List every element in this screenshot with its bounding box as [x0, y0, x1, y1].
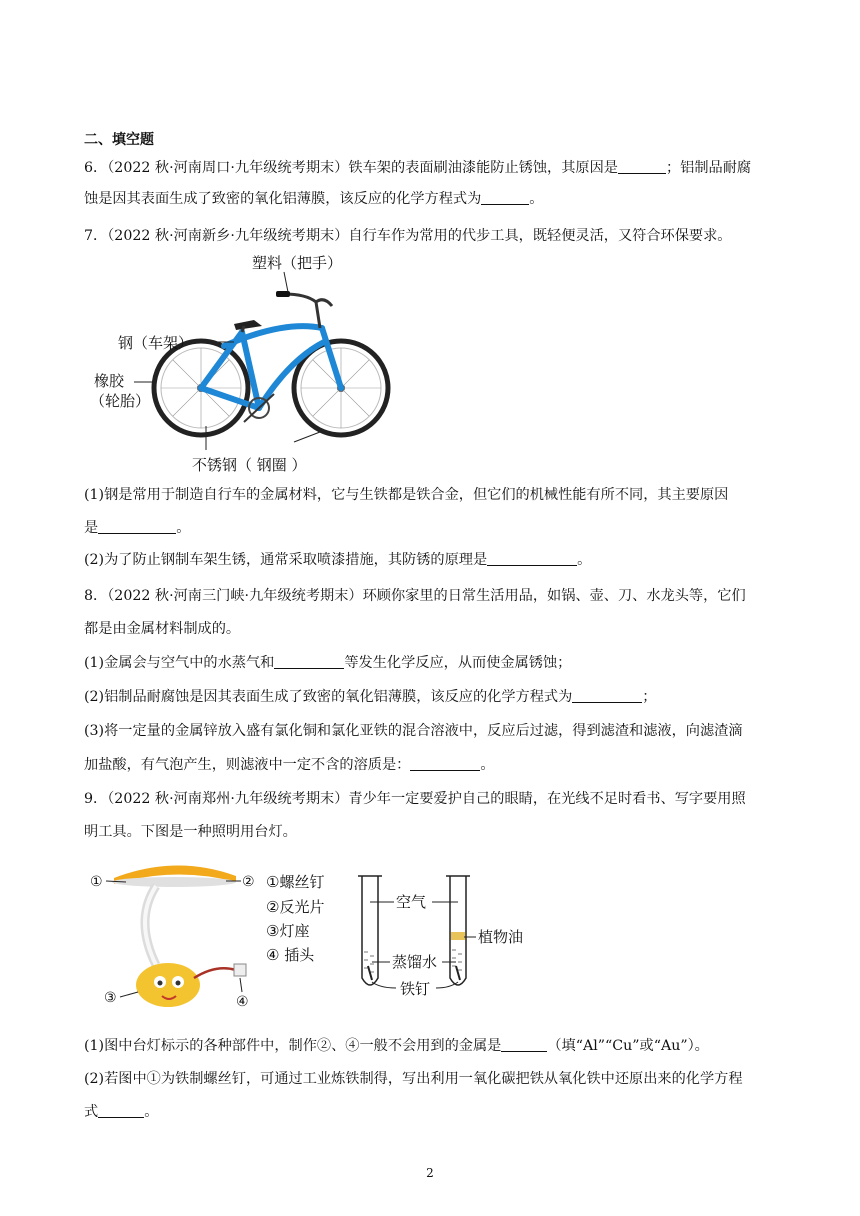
- q6-line-2: 蚀是因其表面生成了致密的氧化铝薄膜，该反应的化学方程式为 。: [84, 191, 544, 207]
- q6-line-1: 6．（2022 秋·河南周口·九年级统考期末）铁车架的表面刷油漆能防止锈蚀，其原因是 ；铝制品耐腐: [84, 160, 752, 176]
- q8-sub3-line-1: (3)将一定量的金属锌放入盛有氯化铜和氯化亚铁的混合溶液中，反应后过滤，得到滤渣和滤液，向滤渣滴: [84, 723, 743, 739]
- q8-stem-line-1: 8．（2022 秋·河南三门峡·九年级统考期末）环顾你家里的日常生活用品，如锅、壶、刀、水龙头等，它们: [84, 588, 746, 604]
- label-rubber-1: 橡胶: [94, 372, 125, 390]
- q7-stem: 7．（2022 秋·河南新乡·九年级统考期末）自行车作为常用的代步工具，既轻便灵活，又符合环保要求。: [84, 228, 732, 244]
- q7-sub2: (2)为了防止钢制车架生锈，通常采取喷漆措施，其防锈的原理是 。: [84, 552, 592, 568]
- lamp-marker-1: ①: [90, 874, 103, 890]
- q7-blank-1[interactable]: [98, 519, 176, 534]
- q7-blank-2[interactable]: [487, 551, 577, 566]
- q9-blank-1[interactable]: [501, 1037, 547, 1052]
- tube-label-air: 空气: [396, 893, 427, 911]
- q8-blank-3[interactable]: [410, 756, 480, 771]
- lamp-legend-4: ④ 插头: [266, 946, 315, 964]
- q9-stem-line-1: 9．（2022 秋·河南郑州·九年级统考期末）青少年一定要爱护自己的眼睛，在光线不足时看书、写字要用照: [84, 791, 746, 807]
- q8-sub1: (1)金属会与空气中的水蒸气和 等发生化学反应，从而使金属锈蚀；: [84, 655, 572, 671]
- lamp-marker-4: ④: [236, 994, 249, 1010]
- test-tube-figure: [350, 870, 540, 1005]
- q9-stem-line-2: 明工具。下图是一种照明用台灯。: [84, 824, 297, 840]
- q8-blank-2[interactable]: [572, 688, 642, 703]
- q8-stem-line-2: 都是由金属材料制成的。: [84, 621, 241, 637]
- q8-sub2: (2)铝制品耐腐蚀是因其表面生成了致密的氧化铝薄膜，该反应的化学方程式为 ；: [84, 689, 657, 705]
- q9-blank-2[interactable]: [98, 1103, 144, 1118]
- lamp-legend-2: ②反光片: [266, 898, 325, 916]
- bicycle-figure: [84, 250, 414, 478]
- tube-label-water: 蒸馏水: [392, 953, 438, 971]
- q7-sub1-line-1: (1)钢是常用于制造自行车的金属材料，它与生铁都是铁合金，但它们的机械性能有所不同，其主要原因: [84, 487, 729, 503]
- q8-blank-1[interactable]: [274, 654, 344, 669]
- q6-blank-2[interactable]: [481, 190, 529, 205]
- q8-sub3-line-2: 加盐酸，有气泡产生，则滤液中一定不含的溶质是： 。: [84, 757, 495, 773]
- q9-sub2-line-2: 式 。: [84, 1104, 159, 1120]
- section-title: 二、填空题: [84, 132, 154, 148]
- page-number: 2: [426, 1166, 434, 1180]
- label-plastic: 塑料（把手）: [252, 254, 343, 272]
- q7-sub1-line-2: 是 。: [84, 520, 191, 536]
- lamp-figure: [86, 860, 356, 1020]
- label-stainless: 不锈钢（ 钢圈 ）: [192, 456, 307, 474]
- lamp-marker-3: ③: [104, 990, 117, 1006]
- label-rubber-2: （轮胎）: [90, 392, 151, 410]
- lamp-legend-3: ③灯座: [266, 922, 310, 940]
- label-steel: 钢（车架）: [118, 334, 194, 352]
- tube-label-nail: 铁钉: [400, 980, 431, 998]
- lamp-marker-2: ②: [242, 874, 255, 890]
- q9-sub2-line-1: (2)若图中①为铁制螺丝钉，可通过工业炼铁制得，写出利用一氧化碳把铁从氧化铁中还原出来的化学方程: [84, 1071, 743, 1087]
- q6-blank-1[interactable]: [618, 159, 666, 174]
- tube-label-oil: 植物油: [478, 928, 524, 946]
- lamp-legend-1: ①螺丝钉: [266, 873, 325, 891]
- q9-sub1: (1)图中台灯标示的各种部件中，制作②、④一般不会用到的金属是 （填“Al”“Cu”或“Au”）。: [84, 1038, 709, 1054]
